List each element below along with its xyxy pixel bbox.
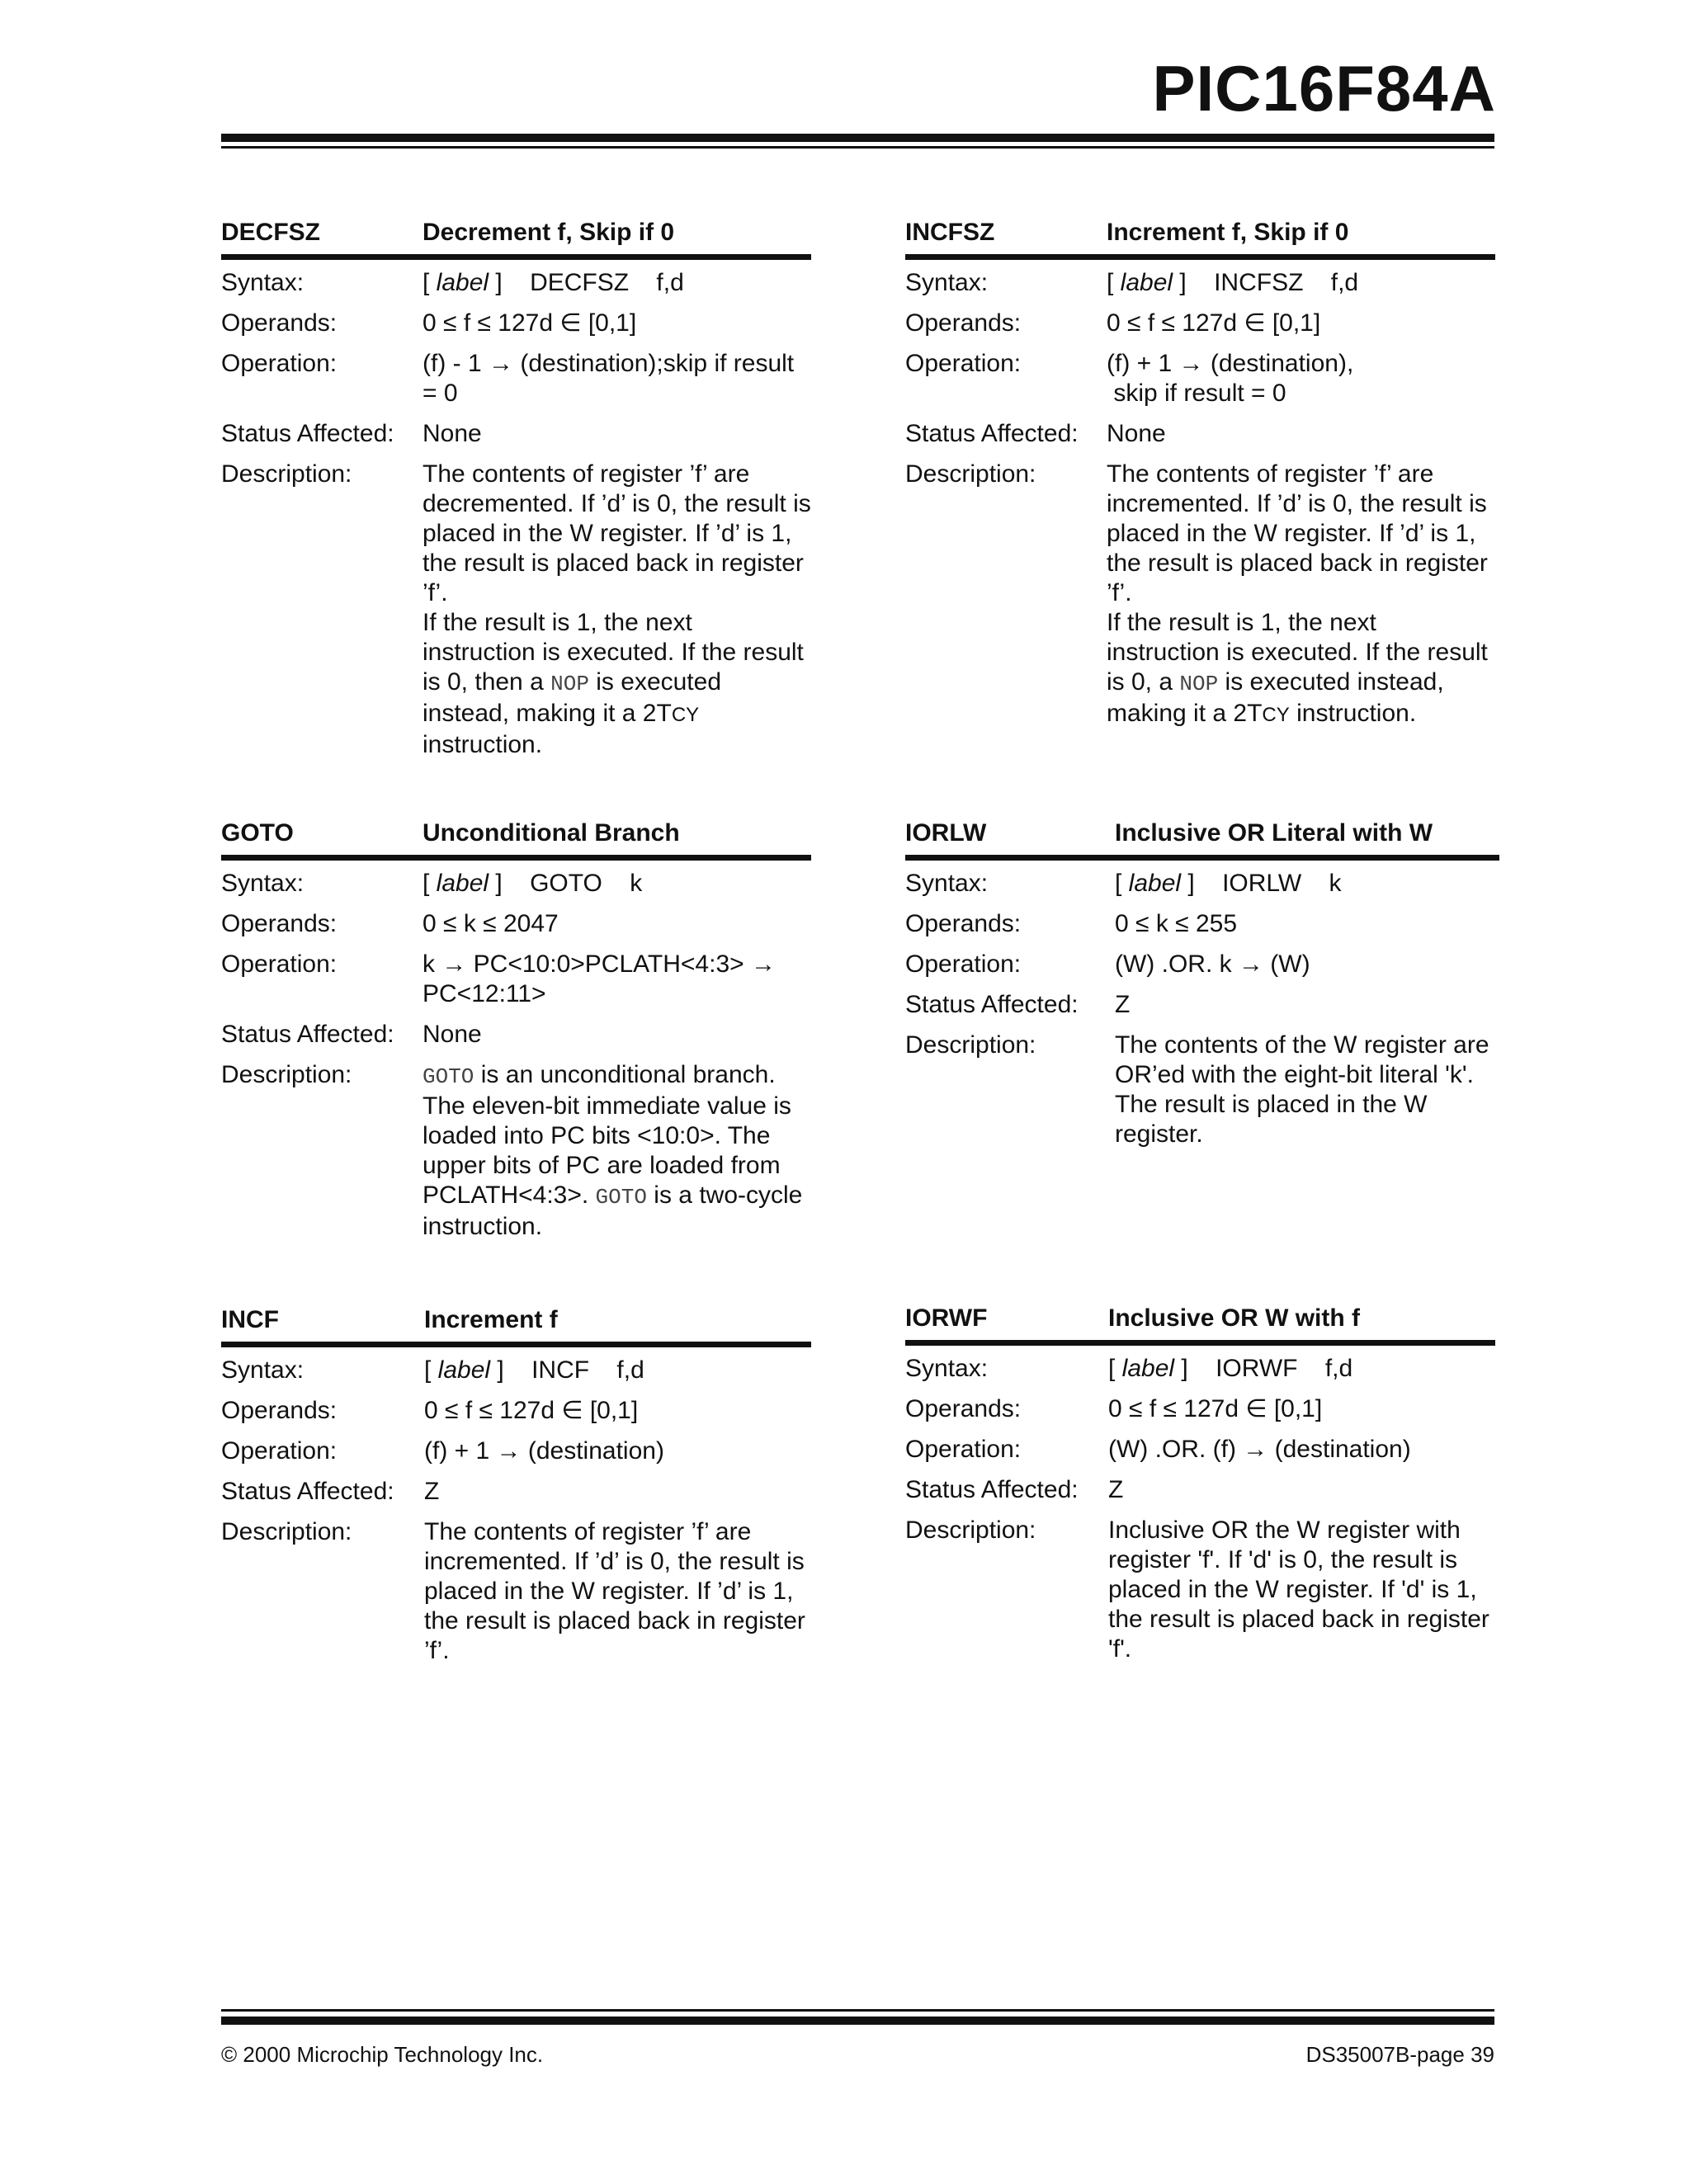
- description-row: [221, 1060, 811, 1242]
- syntax-value: [ label ] INCFSZ f,d: [1107, 269, 1359, 296]
- description-row: [905, 460, 1495, 730]
- description-label: Description:: [905, 460, 1036, 488]
- operands-value: 0 ≤ k ≤ 255: [1115, 910, 1238, 937]
- operation-value: k → PC<10:0>PCLATH<4:3> → PC<12:11>: [422, 950, 776, 1007]
- description-label: Description:: [221, 1518, 352, 1545]
- status-label: Status Affected:: [905, 420, 1079, 447]
- syntax-label: Syntax:: [221, 1356, 304, 1384]
- description-label: Description:: [221, 1061, 352, 1088]
- instruction-iorlw: [905, 817, 1499, 1149]
- instruction-name: Inclusive OR Literal with W: [1115, 819, 1433, 847]
- mnemonic: IORLW: [905, 819, 987, 847]
- operands-row: [905, 309, 1495, 338]
- operation-row: [221, 950, 811, 1009]
- operation-value: (W) .OR. (f) → (destination): [1108, 1436, 1411, 1463]
- operands-value: 0 ≤ f ≤ 127d ∈ [0,1]: [424, 1397, 639, 1424]
- description-row: [221, 460, 811, 760]
- mnemonic: INCF: [221, 1306, 279, 1333]
- syntax-row: [905, 268, 1495, 298]
- operands-value: 0 ≤ f ≤ 127d ∈ [0,1]: [1108, 1395, 1323, 1422]
- operation-label: Operation:: [905, 1436, 1022, 1463]
- operands-value: 0 ≤ f ≤ 127d ∈ [0,1]: [1107, 309, 1321, 337]
- status-value: None: [422, 420, 482, 447]
- syntax-value: [ label ] GOTO k: [422, 870, 643, 897]
- status-value: None: [1107, 420, 1166, 447]
- instruction-name: Inclusive OR W with f: [1108, 1304, 1361, 1332]
- operation-label: Operation:: [905, 350, 1022, 377]
- operation-row: [221, 1436, 811, 1466]
- instruction-goto: [221, 817, 811, 1242]
- instruction-name: Unconditional Branch: [422, 819, 680, 847]
- footer-rule-thin: [221, 2009, 1494, 2012]
- operation-label: Operation:: [221, 950, 338, 978]
- description-row: [905, 1031, 1499, 1149]
- operation-row: [905, 1435, 1495, 1465]
- operands-label: Operands:: [905, 309, 1022, 337]
- syntax-label: Syntax:: [905, 1355, 989, 1382]
- syntax-row: [221, 869, 811, 899]
- operands-row: [221, 309, 811, 338]
- syntax-row: [221, 1356, 811, 1385]
- status-row: [221, 1477, 811, 1507]
- status-row: [221, 1020, 811, 1050]
- status-row: [905, 419, 1495, 449]
- syntax-row: [905, 869, 1499, 899]
- operation-value: (f) + 1 → (destination): [424, 1437, 664, 1465]
- syntax-value: [ label ] DECFSZ f,d: [422, 269, 684, 296]
- header-rule-thin: [221, 146, 1494, 149]
- description-label: Description:: [221, 460, 352, 488]
- instruction-header: [905, 817, 1499, 861]
- operands-value: 0 ≤ k ≤ 2047: [422, 910, 559, 937]
- operands-row: [221, 1396, 811, 1426]
- description-row: [905, 1516, 1495, 1664]
- description-value: GOTO is an unconditional branch. The eleven-bit immediate value is loaded into PC bits <10:0>. The upper bits of PC are loaded from PCLATH<4:3>. GOTO is a two-cycle instruction.: [422, 1061, 803, 1240]
- syntax-value: [ label ] INCF f,d: [424, 1356, 644, 1384]
- description-label: Description:: [905, 1031, 1036, 1059]
- mnemonic: INCFSZ: [905, 219, 995, 246]
- syntax-label: Syntax:: [905, 269, 989, 296]
- instruction-name: Increment f: [424, 1306, 558, 1333]
- operands-row: [905, 909, 1499, 939]
- mnemonic: GOTO: [221, 819, 294, 847]
- footer-rule-thick: [221, 2017, 1494, 2025]
- operation-label: Operation:: [221, 350, 338, 377]
- status-row: [905, 990, 1499, 1020]
- instruction-header: [905, 216, 1495, 260]
- syntax-label: Syntax:: [905, 870, 989, 897]
- status-value: Z: [424, 1478, 440, 1505]
- status-label: Status Affected:: [221, 1478, 394, 1505]
- mnemonic: DECFSZ: [221, 219, 320, 246]
- instruction-header: [905, 1302, 1495, 1346]
- instruction-header: [221, 1304, 811, 1347]
- instruction-incf: [221, 1304, 811, 1666]
- syntax-label: Syntax:: [221, 269, 304, 296]
- document-title: PIC16F84A: [1152, 52, 1496, 125]
- syntax-row: [221, 268, 811, 298]
- header-rule-thick: [221, 134, 1494, 142]
- instruction-name: Decrement f, Skip if 0: [422, 219, 675, 246]
- status-row: [221, 419, 811, 449]
- status-value: Z: [1115, 991, 1131, 1018]
- syntax-value: [ label ] IORLW k: [1115, 870, 1342, 897]
- operation-row: [905, 349, 1495, 408]
- syntax-value: [ label ] IORWF f,d: [1108, 1355, 1353, 1382]
- instruction-name: Increment f, Skip if 0: [1107, 219, 1349, 246]
- instruction-header: [221, 216, 811, 260]
- description-value: The contents of the W register are OR’ed with the eight-bit literal 'k'. The result is placed in the W register.: [1115, 1031, 1489, 1148]
- footer-page-number: DS35007B-page 39: [1305, 2042, 1494, 2067]
- instruction-incfsz: [905, 216, 1495, 730]
- instruction-header: [221, 817, 811, 861]
- status-row: [905, 1475, 1495, 1505]
- status-label: Status Affected:: [221, 1021, 394, 1048]
- status-label: Status Affected:: [905, 991, 1079, 1018]
- operands-label: Operands:: [221, 910, 338, 937]
- operands-row: [905, 1394, 1495, 1424]
- status-label: Status Affected:: [221, 420, 394, 447]
- description-label: Description:: [905, 1517, 1036, 1544]
- syntax-row: [905, 1354, 1495, 1384]
- operands-label: Operands:: [905, 1395, 1022, 1422]
- operation-value: (f) + 1 → (destination), skip if result = 0: [1107, 350, 1354, 407]
- operands-label: Operands:: [221, 1397, 338, 1424]
- operands-label: Operands:: [905, 910, 1022, 937]
- instruction-iorwf: [905, 1302, 1495, 1664]
- operation-value: (f) - 1 → (destination);skip if result = 0: [422, 350, 795, 407]
- operation-row: [221, 349, 811, 408]
- operation-value: (W) .OR. k → (W): [1115, 950, 1310, 978]
- syntax-label: Syntax:: [221, 870, 304, 897]
- description-value: The contents of register ’f’ are incremented. If ’d’ is 0, the result is placed in the W register. If ’d’ is 1, the result is placed back in register ’f’.: [424, 1518, 805, 1664]
- operation-label: Operation:: [905, 950, 1022, 978]
- description-row: [221, 1517, 811, 1666]
- mnemonic: IORWF: [905, 1304, 988, 1332]
- operands-value: 0 ≤ f ≤ 127d ∈ [0,1]: [422, 309, 637, 337]
- footer-copyright: © 2000 Microchip Technology Inc.: [221, 2042, 544, 2067]
- operation-row: [905, 950, 1499, 979]
- operands-row: [221, 909, 811, 939]
- operands-label: Operands:: [221, 309, 338, 337]
- instruction-decfsz: [221, 216, 811, 760]
- status-value: None: [422, 1021, 482, 1048]
- status-value: Z: [1108, 1476, 1124, 1503]
- description-value: The contents of register ’f’ are decremented. If ’d’ is 0, the result is placed in the W register. If ’d’ is 1, the result is placed back in register ’f’. If the result is 1, the next instruction is executed. If the result is 0, then a NOP is executed instead, making it a 2TCY instruction.: [422, 460, 811, 758]
- description-value: Inclusive OR the W register with register 'f'. If 'd' is 0, the result is placed in the W register. If 'd' is 1, the result is placed back in register 'f'.: [1108, 1517, 1489, 1663]
- operation-label: Operation:: [221, 1437, 338, 1465]
- description-value: The contents of register ’f’ are incremented. If ’d’ is 0, the result is placed in the W register. If ’d’ is 1, the result is placed back in register ’f’. If the result is 1, the next instruction is executed. If the result is 0, a NOP is executed instead, making it a 2TCY instruction.: [1107, 460, 1488, 727]
- status-label: Status Affected:: [905, 1476, 1079, 1503]
